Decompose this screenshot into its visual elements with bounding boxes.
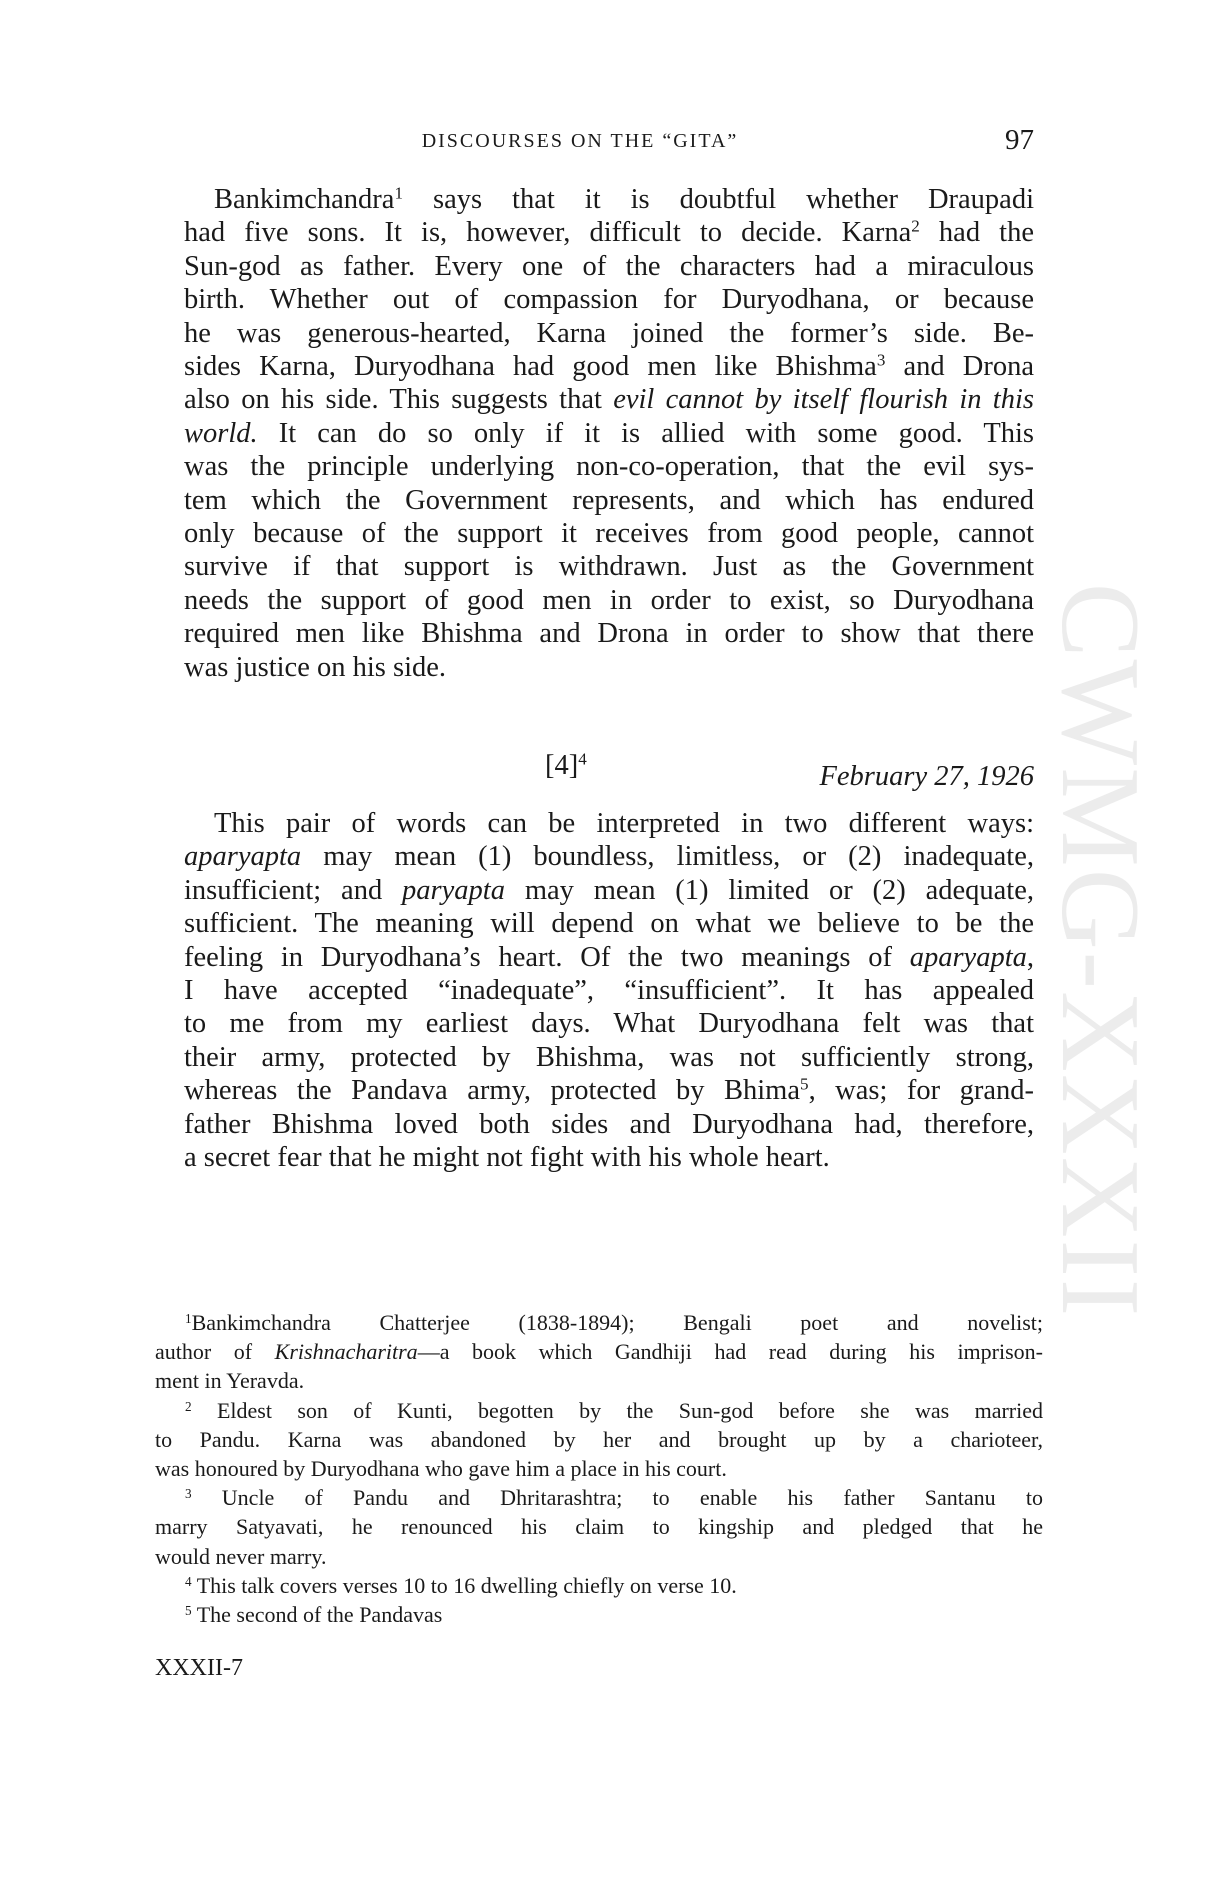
text-line xyxy=(184,1041,1034,1075)
text-run: father Bhishma loved both sides and Duryodhana had, therefore, xyxy=(184,1108,1034,1140)
text-run: This talk covers verses 10 to 16 dwelling chiefly on verse 10. xyxy=(191,1572,737,1598)
text-line xyxy=(184,840,1034,874)
footnote-ref: 2 xyxy=(911,217,920,236)
text-run: I have accepted “inadequate”, “insufficient”. It has appealed xyxy=(184,975,1034,1006)
italic-text: aparyapta xyxy=(184,841,302,873)
footnote-line xyxy=(155,1512,1043,1541)
text-run: Uncle of Pandu and Dhritarashtra; to enable his father Santanu to xyxy=(191,1485,1043,1511)
text-line xyxy=(184,183,1034,217)
text-run: sufficient. The meaning will depend on what we believe to be the xyxy=(184,908,1034,940)
text-run: to Pandu. Karna was abandoned by her and brought up by a charioteer, xyxy=(155,1426,1043,1452)
text-run: survive if that support is withdrawn. Just as the Government xyxy=(184,551,1034,583)
text-run: whereas the Pandava army, protected by Bhima xyxy=(184,1075,801,1107)
text-line xyxy=(184,1074,1034,1108)
text-run: may mean (1) limited or (2) adequate, xyxy=(504,874,1034,906)
text-run: their army, protected by Bhishma, was not sufficiently strong, xyxy=(184,1041,1034,1073)
text-run: It can do so only if it is allied with some good. This xyxy=(257,417,1034,449)
text-run: had five sons. It is, however, difficult to decide. Karna xyxy=(184,217,912,249)
text-run: a secret fear that he might not fight with his whole heart. xyxy=(184,1142,830,1173)
footnote-ref: 2 xyxy=(185,1398,192,1414)
text-run: was the principle underlying non-co-operation, that the evil sys- xyxy=(184,451,1034,483)
watermark-text: CWMG-XXXII xyxy=(1038,582,1163,1318)
text-run: insufficient; and xyxy=(184,874,403,906)
text-line xyxy=(184,1108,1034,1142)
text-run: he was generous-hearted, Karna joined the former’s side. Be- xyxy=(184,317,1034,349)
section-marker xyxy=(545,750,587,782)
italic-text: aparyapta xyxy=(909,941,1027,973)
text-line xyxy=(184,317,1034,351)
text-line xyxy=(184,550,1034,584)
text-line xyxy=(184,216,1034,250)
text-run: —a book which Gandhiji had read during his imprison- xyxy=(417,1339,1043,1365)
text-line xyxy=(184,651,1034,685)
text-run: marry Satyavati, he renounced his claim to kingship and pledged that he xyxy=(155,1514,1043,1540)
text-run: was honoured by Duryodhana who gave him a place in his court. xyxy=(155,1456,727,1481)
text-run: birth. Whether out of compassion for Duryodhana, or because xyxy=(184,284,1034,316)
text-run: to me from my earliest days. What Duryodhana felt was that xyxy=(184,1008,1034,1040)
text-run: Bankimchandra Chatterjee (1838-1894); Bengali poet and novelist; xyxy=(191,1310,1043,1335)
footnote-line xyxy=(155,1542,1043,1571)
footnote-line xyxy=(155,1454,1043,1483)
section-marker-text: [4] xyxy=(545,750,579,781)
text-run: sides Karna, Duryodhana had good men like Bhishma xyxy=(184,351,877,382)
text-run: had the xyxy=(919,217,1034,249)
text-line xyxy=(184,807,1034,841)
italic-text: evil cannot by itself flourish in this xyxy=(613,384,1034,416)
text-run: needs the support of good men in order to exist, so Duryodhana xyxy=(184,584,1034,616)
text-run: and Drona xyxy=(885,351,1034,382)
text-run: required men like Bhishma and Drona in order to show that there xyxy=(184,618,1034,650)
text-run: says that it is doubtful whether Draupadi xyxy=(402,184,1034,215)
page-number: 97 xyxy=(1005,124,1034,156)
text-run: may mean (1) boundless, limitless, or (2) inadequate, xyxy=(301,841,1034,873)
italic-text: world. xyxy=(184,417,258,449)
text-line xyxy=(184,974,1034,1008)
text-line xyxy=(184,1007,1034,1041)
text-run: feeling in Duryodhana’s heart. Of the two meanings of xyxy=(184,941,910,973)
text-line xyxy=(184,584,1034,618)
text-line xyxy=(184,383,1034,417)
volume-signature: XXXII-7 xyxy=(155,1655,243,1681)
footnote-line xyxy=(155,1308,1043,1337)
italic-text: paryapta xyxy=(402,874,505,906)
footnote-ref: 4 xyxy=(578,749,587,769)
footnote-line xyxy=(155,1571,1043,1600)
text-run: author of xyxy=(155,1339,275,1365)
footnote-ref: 5 xyxy=(185,1602,192,1618)
text-run: tem which the Government represents, and which has endured xyxy=(184,484,1034,516)
text-run: , was; for grand- xyxy=(808,1075,1034,1107)
footnote-ref: 3 xyxy=(876,350,886,370)
text-line xyxy=(184,417,1034,451)
watermark xyxy=(1038,425,1163,1475)
footnote-line xyxy=(155,1600,1043,1629)
text-line xyxy=(184,907,1034,941)
text-run: also on his side. This suggests that xyxy=(184,384,614,416)
text-line xyxy=(184,1141,1034,1175)
footnote-ref: 1 xyxy=(185,1310,192,1326)
talk-date: February 27, 1926 xyxy=(819,761,1034,792)
text-run: Bankimchandra xyxy=(214,184,395,215)
footnote-line xyxy=(155,1483,1043,1512)
text-line xyxy=(184,250,1034,284)
text-run: This pair of words can be interpreted in two different ways: xyxy=(214,808,1034,839)
footnote-ref: 4 xyxy=(185,1573,192,1589)
text-run: would never marry. xyxy=(155,1543,327,1569)
italic-text: Krishnacharitra xyxy=(274,1339,418,1365)
text-line xyxy=(184,874,1034,908)
text-line xyxy=(184,517,1034,551)
text-run: ment in Yeravda. xyxy=(155,1368,305,1394)
text-run: only because of the support it receives from good people, cannot xyxy=(184,518,1034,549)
text-line xyxy=(184,484,1034,518)
running-header-title: DISCOURSES ON THE “GITA” xyxy=(421,130,739,152)
text-run: was justice on his side. xyxy=(184,651,447,683)
footnote-ref: 1 xyxy=(394,183,403,203)
text-line xyxy=(184,941,1034,975)
text-line xyxy=(184,350,1034,384)
footnote-line xyxy=(155,1396,1043,1425)
text-run: Sun-god as father. Every one of the characters had a miraculous xyxy=(184,250,1034,282)
text-line xyxy=(184,450,1034,484)
text-run: , xyxy=(1026,941,1034,973)
footnote-ref: 5 xyxy=(800,1074,809,1094)
text-run: Eldest son of Kunti, begotten by the Sun-god before she was married xyxy=(191,1397,1043,1423)
footnote-line xyxy=(155,1337,1043,1366)
footnote-line xyxy=(155,1425,1043,1454)
footnote-line xyxy=(155,1366,1043,1395)
text-line xyxy=(184,283,1034,317)
text-line xyxy=(184,617,1034,651)
footnote-ref: 3 xyxy=(185,1485,192,1501)
text-run: The second of the Pandavas xyxy=(191,1602,443,1627)
